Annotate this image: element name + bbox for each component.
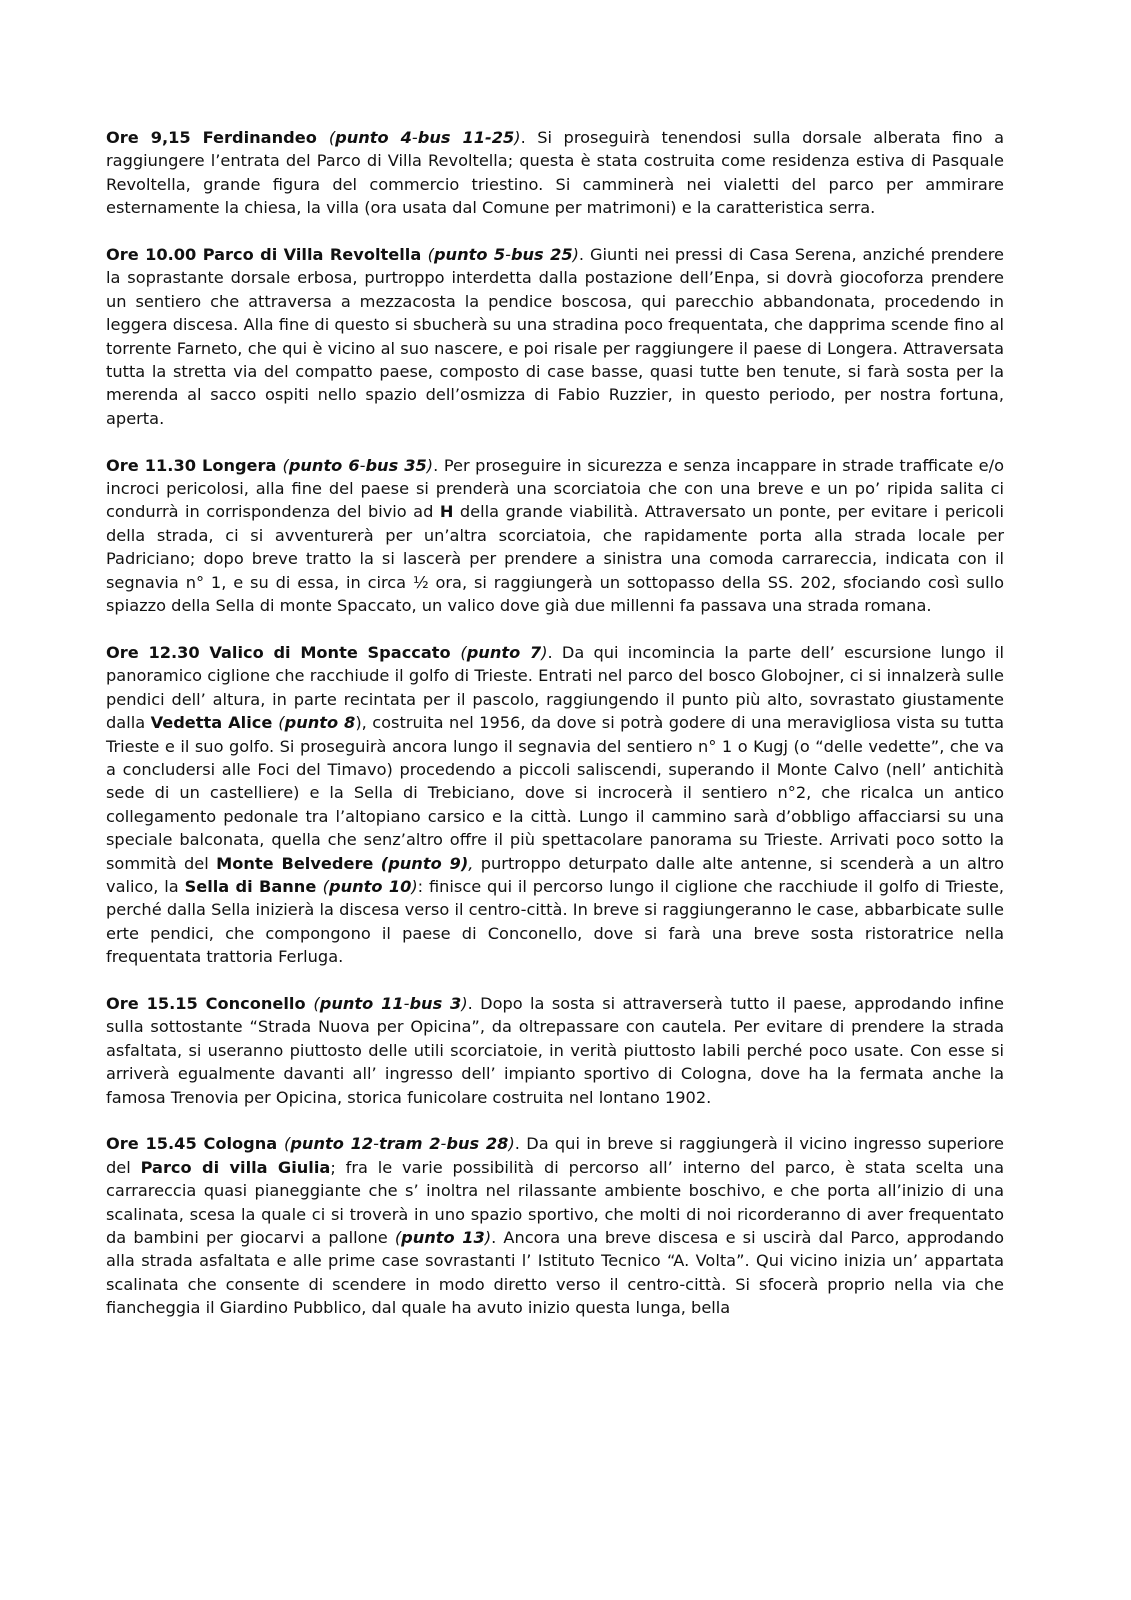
text-run: ) bbox=[461, 993, 468, 1013]
text-run: ) bbox=[411, 876, 418, 896]
text-run: punto 5 bbox=[433, 245, 506, 265]
text-run: - bbox=[505, 245, 511, 265]
text-run: ), costruita nel 1956, da dove si potrà godere di una meravigliosa vista su tutta Trieste e il suo golfo. Si proseguirà ancora lungo il segnavia del sentiero n° 1 o Kugj (o “delle vedette”, che va a concludersi alle Foci del Timavo) procedendo a piccoli saliscendi, superando il Monte Calvo (nell’ antichità sede di un castelliere) e la Sella di Trebiciano, dove si incrocerà il sentiero n°2, che ricalca un antico collegamento pedonale tra l’altopiano carsico e la città. Lungo il cammino sarà d’obbligo affacciarsi su una speciale balconata, quella che senz’altro offre il più spettacolare panorama su Trieste. Arrivati poco sotto la sommità del bbox=[106, 713, 1004, 873]
text-run: punto 7 bbox=[466, 642, 542, 662]
text-run: ( bbox=[278, 713, 285, 733]
document-page bbox=[106, 126, 1004, 1343]
text-run: - bbox=[411, 128, 418, 147]
text-run: ) bbox=[572, 245, 579, 265]
text-run: - bbox=[440, 1134, 447, 1154]
text-run: Sella di Banne bbox=[184, 876, 323, 896]
text-run: ( bbox=[460, 642, 467, 662]
text-run: Ore 12.30 Valico di Monte Spaccato bbox=[106, 642, 461, 662]
text-run: ( bbox=[313, 993, 320, 1013]
text-run: . Da qui in breve si raggiungerà il vicino ingresso superiore del bbox=[106, 1134, 1004, 1177]
text-run: bus 25 bbox=[510, 245, 573, 265]
text-run: Monte Belvedere bbox=[216, 853, 374, 873]
text-run: . Giunti nei pressi di Casa Serena, anziché prendere la soprastante dorsale erbosa, purtroppo interdetta dalla postazione dell’Enpa, si dovrà giocoforza prendere un sentiero che attraversa a mezzacosta la pendice boscosa, qui parecchio abbandonata, procedendo in leggera discesa. Alla fine di questo si sbucherà su una stradina poco frequentata, che dapprima scende fino al torrente Farneto, che qui è vicino al suo nascere, e poi risale per raggiungere il paese di Longera. Attraversata tutta la stretta via del compatto paese, composto di case basse, quasi tutte ben tenute, si farà sosta per la merenda al sacco ospiti nello spazio dell’osmizza di Fabio Ruzzier, in questo periodo, per nostra fortuna, aperta. bbox=[106, 245, 1004, 428]
text-run: ( bbox=[427, 245, 434, 265]
text-run: ) bbox=[426, 455, 434, 475]
text-run: - bbox=[373, 1134, 379, 1154]
text-run: ) bbox=[514, 128, 521, 147]
paragraph-cologna bbox=[106, 1132, 1004, 1319]
text-run: . Da qui incomincia la parte dell’ escursione lungo il panoramico ciglione che racchiude il golfo di Trieste. Entrati nel parco del bosco Globojner, ci si innalzerà sulle pendici dell’ altura, in parte recintata per il pascolo, raggiungendo il punto più alto, sovrastato giustamente dalla bbox=[106, 642, 1004, 733]
text-run: punto 11 bbox=[319, 993, 404, 1013]
text-run: punto 12 bbox=[290, 1134, 374, 1154]
text-run: Parco di villa Giulia bbox=[140, 1157, 331, 1177]
paragraph-villa-revoltella bbox=[106, 243, 1004, 430]
text-run: . Ancora una breve discesa e si uscirà dal Parco, approdando alla strada asfaltata e alle prime case sovrastanti l’ Istituto Tecnico “A. Volta”. Qui vicino inizia un’ appartata scalinata che consente di scendere in modo diretto verso il centro-città. Si sfocerà proprio nella via che fiancheggia il Giardino Pubblico, dal quale ha avuto inizio questa lunga, bella bbox=[106, 1228, 1004, 1318]
text-run: : finisce qui il percorso lungo il ciglione che racchiude il golfo di Trieste, perché dalla Sella inizierà la discesa verso il centro-città. In breve si raggiungeranno le case, abbarbicate sulle erte pendici, che compongono il paese di Conconello, dove si farà una breve sosta ristoratrice nella frequentata trattoria Ferluga. bbox=[106, 876, 1004, 967]
text-run: purtroppo deturpato dalle alte antenne, si scenderà a un altro valico, la bbox=[106, 853, 1004, 896]
text-run: . Dopo la sosta si attraverserà tutto il paese, approdando infine sulla sottostante “Strada Nuova per Opicina”, da oltrepassare con cautela. Per evitare di prendere la strada asfaltata, si useranno piuttosto delle utili scorciatoie, in verità piuttosto labili perché poco usate. Con esse si arriverà egualmente davanti all’ ingresso dell’ impianto sportivo di Cologna, dove ha la fermata anche la famosa Trenovia per Opicina, storica funicolare costruita nel lontano 1902. bbox=[106, 993, 1004, 1107]
text-run: bus 3 bbox=[409, 993, 462, 1013]
text-run: punto 6 bbox=[288, 455, 360, 475]
text-run: ( bbox=[322, 876, 329, 896]
text-run: . Si proseguirà tenendosi sulla dorsale alberata fino a raggiungere l’entrata del Parco di Villa Revoltella; questa è stata costruita come residenza estiva di Pasquale Revoltella, grande figura del commercio triestino. Si camminerà nei vialetti del parco per ammirare esternamente la chiesa, la villa (ora usata dal Comune per matrimoni) e la caratteristica serra. bbox=[106, 128, 1005, 218]
text-run: ( bbox=[284, 1134, 291, 1154]
text-run: ( bbox=[282, 455, 289, 475]
text-run: bus 35 bbox=[365, 455, 427, 475]
text-run: punto 10 bbox=[328, 876, 412, 896]
text-run: punto 8 bbox=[284, 713, 356, 733]
text-run: Ore 15.15 Conconello bbox=[106, 993, 314, 1013]
text-run: ) bbox=[484, 1228, 492, 1248]
text-run: punto 4 bbox=[335, 128, 412, 147]
text-run: punto 13 bbox=[401, 1228, 485, 1248]
text-run: - bbox=[403, 993, 410, 1013]
text-run: , bbox=[468, 853, 474, 873]
text-run: ) bbox=[508, 1134, 515, 1154]
text-run: Ore 10.00 Parco di Villa Revoltella bbox=[106, 245, 428, 265]
text-run: della grande viabilità. Attraversato un ponte, per evitare i pericoli della strada, ci si avventurerà per un’altra scorciatoia, che rapidamente porta alla strada locale per Padriciano; dopo breve tratto la si lascerà per prendere a sinistra una comoda carrareccia, indicata con il segnavia n° 1, e su di essa, in circa ½ ora, si raggiungerà un sottopasso della SS. 202, sfociando così sullo spiazzo della Sella di monte Spaccato, un valico dove già due millenni fa passava una strada romana. bbox=[106, 502, 1004, 616]
text-run: ( bbox=[328, 128, 336, 147]
text-run: tram 2 bbox=[378, 1134, 441, 1154]
text-run: ( bbox=[394, 1228, 402, 1248]
text-run: Ore 9,15 Ferdinandeo bbox=[106, 128, 329, 147]
paragraph-conconello bbox=[106, 992, 1004, 1109]
text-run: - bbox=[359, 455, 366, 475]
text-run: Ore 11.30 Longera bbox=[106, 455, 283, 475]
text-run bbox=[373, 854, 380, 873]
text-run: . Per proseguire in sicurezza e senza incappare in strade trafficate e/o incroci pericolosi, alla fine del paese si prenderà una scorciatoia che con una breve e un po’ ripida salita ci condurrà in corrispondenza del bivio ad bbox=[106, 455, 1005, 522]
text-run: H bbox=[439, 502, 454, 522]
paragraph-ferdinandeo bbox=[106, 126, 1004, 220]
text-run: (punto 9) bbox=[380, 853, 469, 873]
text-run: ; fra le varie possibilità di percorso all’ interno del parco, è stata scelta una carrareccia quasi pianeggiante che s’ inoltra nel rilassante ambiente boschivo, e che porta all’inizio di una scalinata, scesa la quale ci si troverà in uno spazio sportivo, che molti di noi ricorderanno di aver frequentato da bambini per giocarvi a pallone bbox=[106, 1157, 1004, 1248]
text-run: Vedetta Alice bbox=[150, 713, 279, 733]
text-run: bus 28 bbox=[446, 1134, 509, 1154]
paragraph-longera bbox=[106, 454, 1004, 618]
text-run: Ore 15.45 Cologna bbox=[106, 1134, 284, 1154]
text-run: ) bbox=[541, 642, 548, 662]
text-run: bus 11-25 bbox=[417, 128, 515, 147]
paragraph-monte-spaccato bbox=[106, 641, 1004, 969]
